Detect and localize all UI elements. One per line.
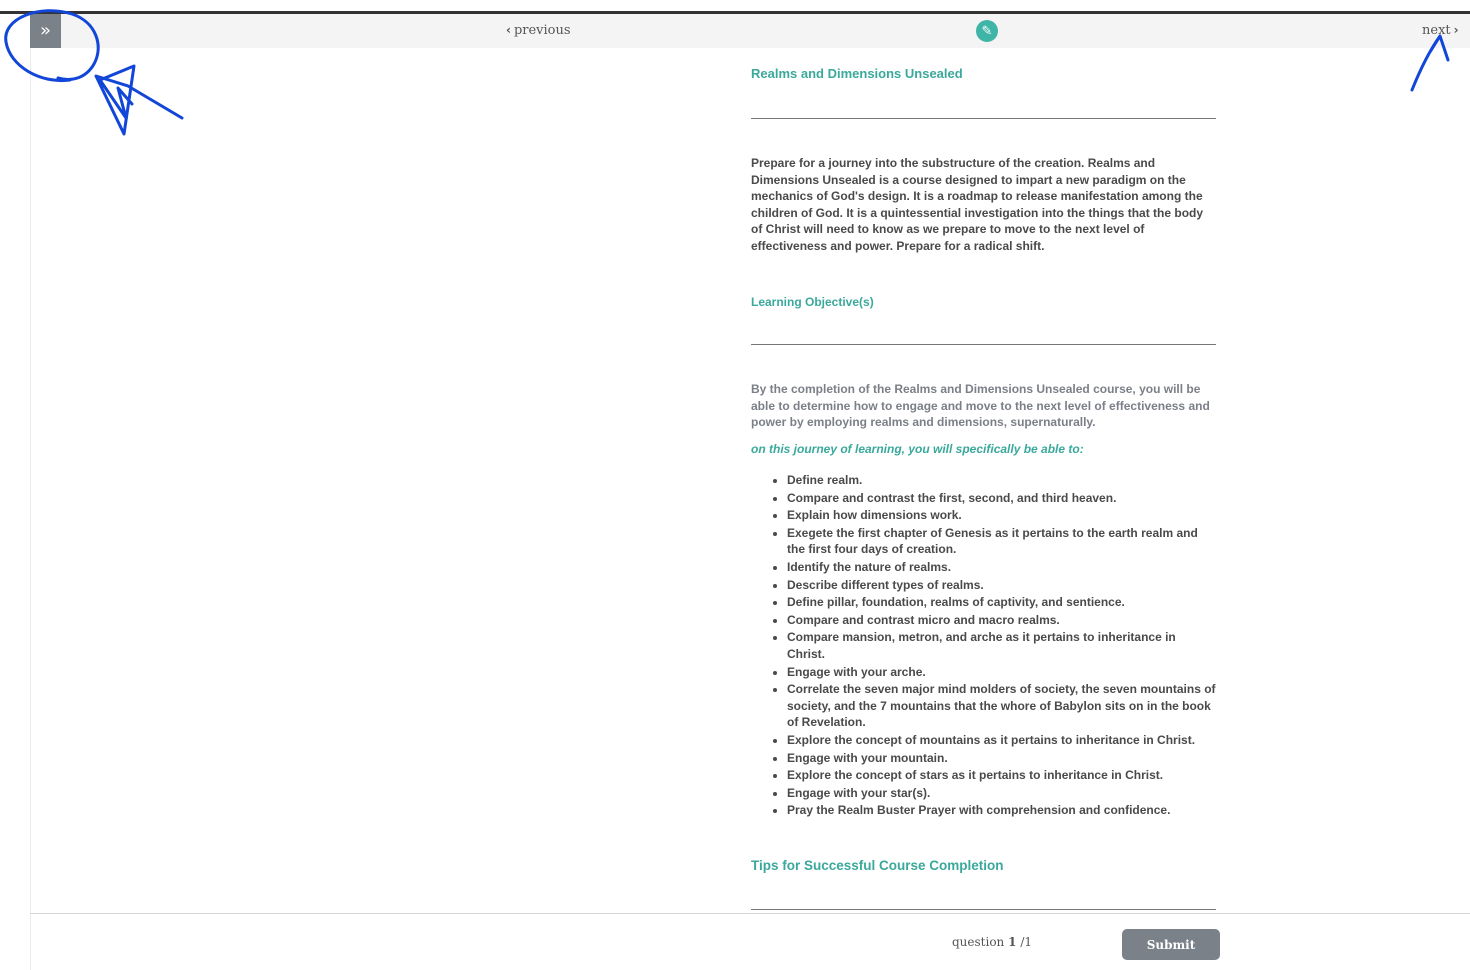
previous-label: previous	[513, 22, 571, 38]
objective-item: • Pray the Realm Buster Prayer with comprehension and confidence.	[787, 802, 1216, 819]
objectives-divider	[751, 344, 1216, 345]
objectives-list	[751, 472, 1216, 820]
objective-item: • Explore the concept of stars as it pertains to inheritance in Christ.	[787, 767, 1216, 784]
next-label: next	[1422, 22, 1451, 38]
objective-item: • Describe different types of realms.	[787, 577, 1216, 594]
title-divider	[751, 118, 1216, 119]
question-label: question	[952, 935, 1005, 949]
double-chevron-right-icon: »	[39, 20, 51, 41]
objective-item: • Explore the concept of mountains as it pertains to inheritance in Christ.	[787, 732, 1216, 749]
pencil-icon: ✎	[981, 23, 993, 39]
footer-divider	[30, 913, 1470, 914]
objective-item: • Explain how dimensions work.	[787, 507, 1216, 524]
question-counter	[952, 935, 1032, 949]
question-total: /1	[1020, 935, 1032, 949]
objectives-lead-in: on this journey of learning, you will specifically be able to:	[751, 442, 1084, 456]
objective-item: • Compare and contrast micro and macro realms.	[787, 612, 1216, 629]
objective-item: • Define pillar, foundation, realms of captivity, and sentience.	[787, 594, 1216, 611]
objective-item: • Engage with your mountain.	[787, 750, 1216, 767]
objective-item: • Engage with your arche.	[787, 664, 1216, 681]
objectives-intro: By the completion of the Realms and Dimensions Unsealed course, you will be able to determine how to engage and move to the next level of effectiveness and power by employing realms and dimensions, supernaturally.	[751, 382, 1210, 430]
tips-divider	[751, 909, 1216, 910]
objective-item: • Identify the nature of realms.	[787, 559, 1216, 576]
question-current: 1	[1008, 935, 1017, 949]
next-button[interactable]	[1422, 21, 1459, 39]
sidebar-toggle-button[interactable]	[30, 14, 61, 48]
submit-button[interactable]: Submit	[1122, 929, 1220, 960]
chevron-left-icon: ‹	[506, 23, 511, 37]
objective-item: • Engage with your star(s).	[787, 785, 1216, 802]
objective-item: • Correlate the seven major mind molders of society, the seven mountains of society, and the 7 mountains that the whore of Babylon sits on in the book of Revelation.	[787, 681, 1216, 731]
annotation-arrow-left	[96, 66, 182, 134]
course-description: Prepare for a journey into the substructure of the creation. Realms and Dimensions Unsealed is a course designed to impart a new paradigm on the mechanics of God's design. It is a roadmap to release manifestation among the children of God. It is a quintessential investigation into the things that the body of Christ will need to know as we prepare to move to the next level of effectiveness and power. Prepare for a radical shift.	[751, 156, 1204, 253]
objective-item: • Define realm.	[787, 472, 1216, 489]
chevron-right-icon: ›	[1453, 23, 1459, 37]
edit-button[interactable]	[976, 20, 998, 42]
left-rail-divider	[30, 48, 31, 970]
objectives-heading: Learning Objective(s)	[751, 295, 874, 309]
previous-button[interactable]	[506, 21, 571, 39]
objective-item: • Exegete the first chapter of Genesis as it pertains to the earth realm and the first four days of creation.	[787, 525, 1216, 558]
objective-item: • Compare and contrast the first, second, and third heaven.	[787, 490, 1216, 507]
course-title: Realms and Dimensions Unsealed	[751, 66, 963, 81]
tips-heading: Tips for Successful Course Completion	[751, 858, 1004, 873]
top-toolbar	[30, 14, 1470, 48]
objective-item: • Compare mansion, metron, and arche as it pertains to inheritance in Christ.	[787, 629, 1216, 662]
